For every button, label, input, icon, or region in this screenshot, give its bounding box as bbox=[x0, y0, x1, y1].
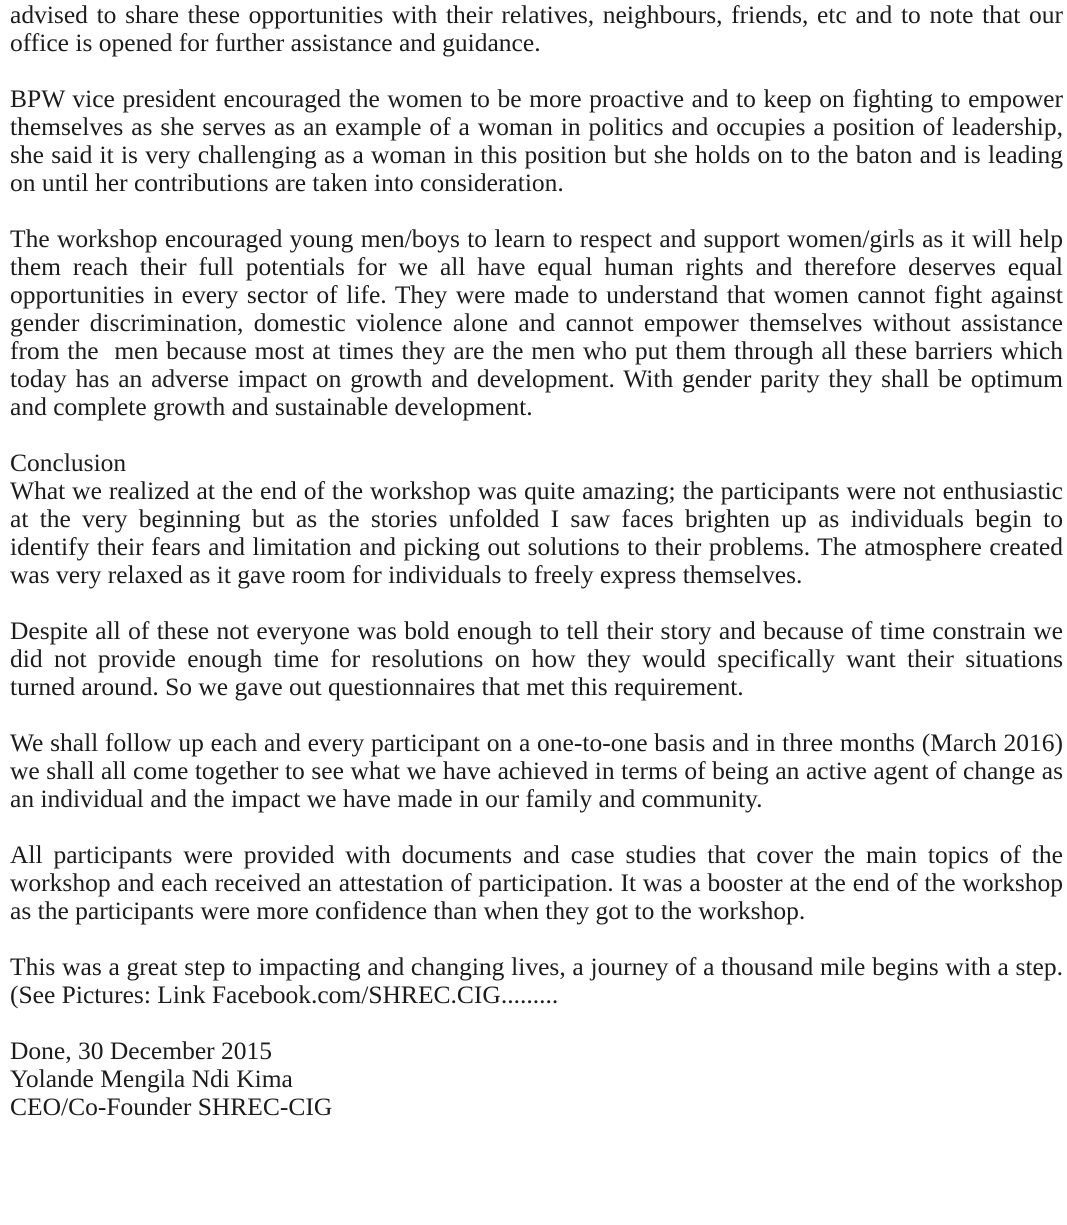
paragraph: Despite all of these not everyone was bold enough to tell their story and because of time constrain we did not provide enough time for resolutions on how they would specifically want their situations turned around. So we gave out questionnaires that met this requirement. bbox=[10, 616, 1063, 701]
signature-line: CEO/Co-Founder SHREC-CIG bbox=[10, 1092, 333, 1121]
paragraph: We shall follow up each and every participant on a one-to-one basis and in three months (March 2016) we shall all come together to see what we have achieved in terms of being an active agent of change as an individual and the impact we have made in our family and community. bbox=[10, 728, 1063, 813]
signature-line: Done, 30 December 2015 bbox=[10, 1036, 272, 1065]
paragraph: The workshop encouraged young men/boys to learn to respect and support women/girls as it will help them reach their full potentials for we all have equal human rights and therefore deserves equal opportunities in every sector of life. They were made to understand that women cannot fight against gender discrimination, domestic violence alone and cannot empower themselves without assistance from the men because most at times they are the men who put them through all these barriers which today has an adverse impact on growth and development. With gender parity they shall be optimum and complete growth and sustainable development. bbox=[10, 224, 1063, 421]
paragraph: BPW vice president encouraged the women to be more proactive and to keep on fighting to empower themselves as she serves as an example of a woman in politics and occupies a position of leadership, she said it is very challenging as a woman in this position but she holds on to the baton and is leading on until her contributions are taken into consideration. bbox=[10, 84, 1063, 197]
paragraph: What we realized at the end of the workshop was quite amazing; the participants were not enthusiastic at the very beginning but as the stories unfolded I saw faces brighten up as individuals begin to identify their fears and limitation and picking out solutions to their problems. The atmosphere created was very relaxed as it gave room for individuals to freely express themselves. bbox=[10, 476, 1063, 589]
paragraph: This was a great step to impacting and changing lives, a journey of a thousand mile begins with a step. (See Pictures: Link Facebook.com/SHREC.CIG......... bbox=[10, 952, 1063, 1009]
paragraph: All participants were provided with documents and case studies that cover the main topics of the workshop and each received an attestation of participation. It was a booster at the end of the workshop as the participants were more confidence than when they got to the workshop. bbox=[10, 840, 1063, 925]
paragraph: advised to share these opportunities with their relatives, neighbours, friends, etc and to note that our office is opened for further assistance and guidance. bbox=[10, 0, 1063, 57]
signature-line: Yolande Mengila Ndi Kima bbox=[10, 1064, 293, 1093]
section-heading: Conclusion bbox=[10, 448, 127, 477]
